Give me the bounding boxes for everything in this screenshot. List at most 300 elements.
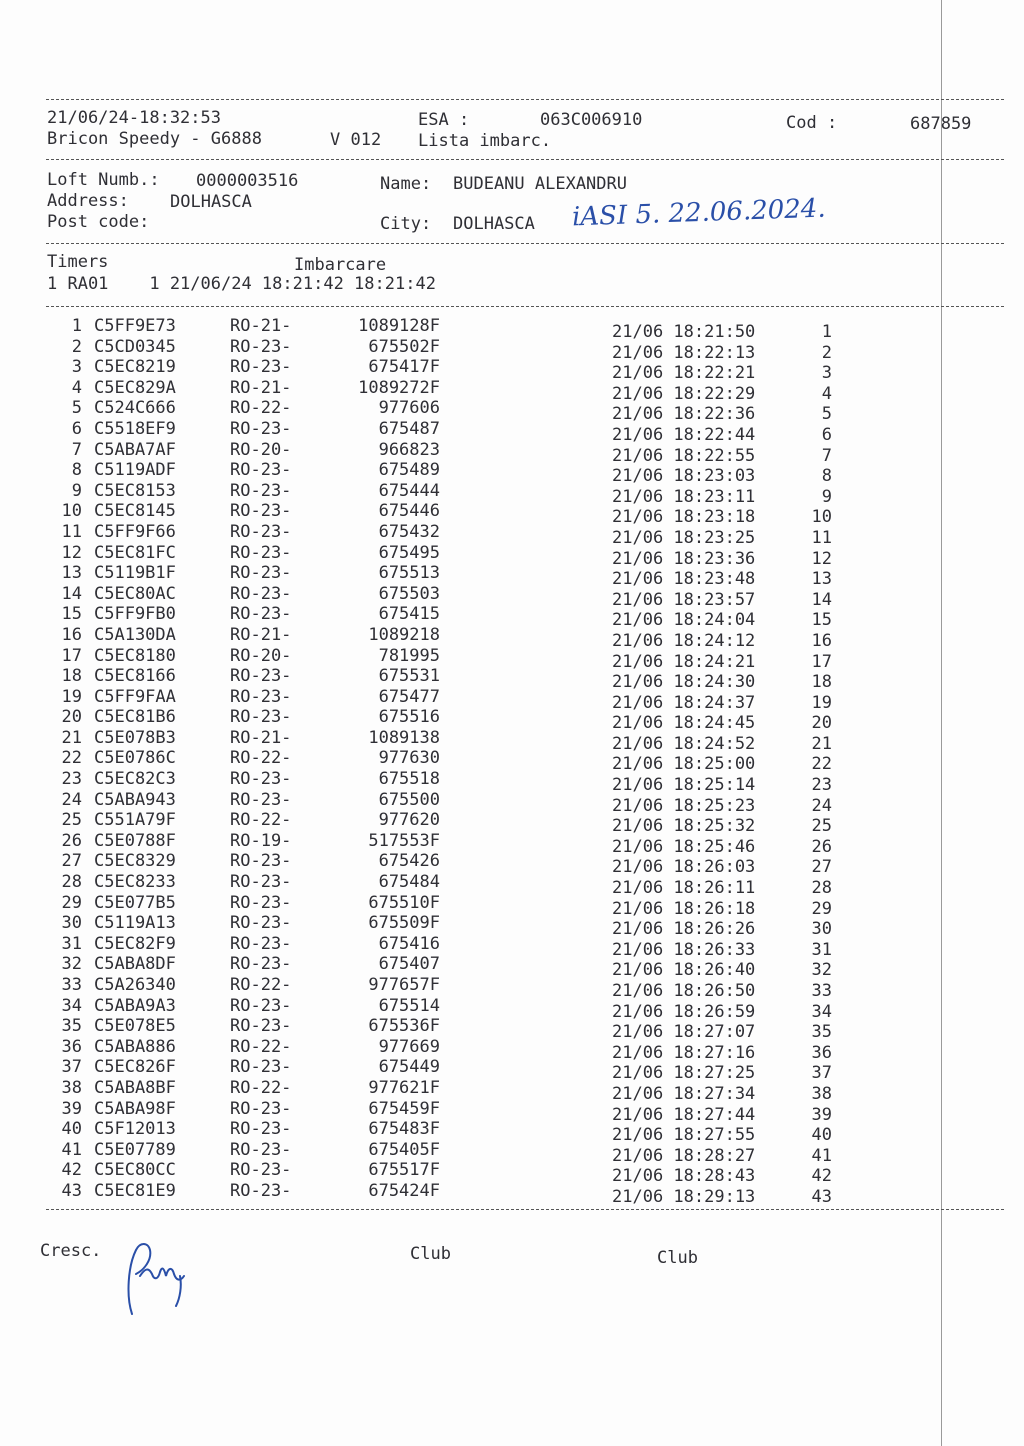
ring-prefix: RO-23- (230, 501, 292, 522)
row-index: 28 (61, 872, 82, 893)
table-row (60, 583, 840, 610)
club-label-2: Club (657, 1248, 698, 1268)
table-row (60, 521, 840, 548)
row-index: 22 (61, 748, 82, 769)
table-row (60, 1139, 840, 1166)
chip-id: C5ABA8DF (94, 954, 176, 975)
table-row (60, 1098, 840, 1125)
ring-prefix: RO-23- (230, 892, 292, 913)
arrival-time: 21/06 18:26:18 (612, 898, 756, 919)
position: 31 (811, 939, 832, 960)
table-row (60, 892, 840, 919)
row-index: 36 (61, 1036, 82, 1057)
position: 11 (811, 527, 832, 548)
ring-prefix: RO-22- (230, 398, 292, 419)
position: 13 (811, 569, 832, 590)
row-index: 29 (61, 892, 82, 913)
position: 38 (811, 1083, 832, 1104)
position: 23 (811, 775, 832, 796)
ring-number: 675518 (378, 769, 440, 790)
chip-id: C5EC82F9 (94, 933, 176, 954)
position: 21 (811, 733, 832, 754)
arrival-time: 21/06 18:26:33 (612, 939, 756, 960)
arrival-time: 21/06 18:25:32 (612, 816, 756, 837)
ring-prefix: RO-23- (230, 357, 292, 378)
ring-prefix: RO-23- (230, 913, 292, 934)
table-row (60, 418, 840, 445)
row-index: 23 (61, 769, 82, 790)
ring-number: 675531 (378, 666, 440, 687)
row-index: 9 (71, 480, 82, 501)
ring-number: 1089272F (358, 377, 440, 398)
arrival-time: 21/06 18:24:52 (612, 733, 756, 754)
ring-prefix: RO-23- (230, 707, 292, 728)
ring-number: 781995 (378, 645, 440, 666)
row-index: 11 (61, 521, 82, 542)
row-index: 7 (71, 439, 82, 460)
address-value: DOLHASCA (170, 192, 252, 212)
divider (46, 1209, 1004, 1210)
club-label-1: Club (410, 1244, 451, 1264)
chip-id: C524C666 (94, 398, 176, 419)
chip-id: C551A79F (94, 810, 176, 831)
chip-id: C5FF9FAA (94, 686, 176, 707)
table-row (60, 666, 840, 693)
chip-id: C5F12013 (94, 1119, 176, 1140)
ring-prefix: RO-23- (230, 872, 292, 893)
position: 24 (811, 795, 832, 816)
table-row (60, 357, 840, 384)
position: 36 (811, 1042, 832, 1063)
table-row (60, 913, 840, 940)
arrival-time: 21/06 18:25:00 (612, 754, 756, 775)
position: 10 (811, 507, 832, 528)
arrival-time: 21/06 18:22:21 (612, 363, 756, 384)
arrival-time: 21/06 18:26:26 (612, 919, 756, 940)
ring-prefix: RO-23- (230, 954, 292, 975)
chip-id: C5ABA886 (94, 1036, 176, 1057)
divider (46, 243, 1004, 244)
arrival-time: 21/06 18:25:23 (612, 795, 756, 816)
position: 35 (811, 1022, 832, 1043)
table-row (60, 501, 840, 528)
chip-id: C5EC8166 (94, 666, 176, 687)
row-index: 3 (71, 357, 82, 378)
arrival-time: 21/06 18:23:03 (612, 466, 756, 487)
arrival-time: 21/06 18:21:50 (612, 322, 756, 342)
chip-id: C5EC81E9 (94, 1180, 176, 1201)
ring-number: 675405F (368, 1139, 440, 1160)
row-index: 25 (61, 810, 82, 831)
ring-prefix: RO-23- (230, 789, 292, 810)
table-row (60, 1160, 840, 1187)
ring-number: 675432 (378, 521, 440, 542)
arrival-time: 21/06 18:27:25 (612, 1063, 756, 1084)
position: 26 (811, 836, 832, 857)
arrival-time: 21/06 18:26:59 (612, 1001, 756, 1022)
ring-prefix: RO-20- (230, 439, 292, 460)
ring-prefix: RO-23- (230, 460, 292, 481)
arrival-time: 21/06 18:27:44 (612, 1104, 756, 1125)
ring-prefix: RO-22- (230, 1077, 292, 1098)
table-row (60, 480, 840, 507)
table-row (60, 954, 840, 981)
table-row (60, 933, 840, 960)
ring-prefix: RO-23- (230, 1160, 292, 1181)
table-row (60, 872, 840, 899)
ring-number: 675449 (378, 1057, 440, 1078)
table-row (60, 1016, 840, 1043)
chip-id: C5119B1F (94, 563, 176, 584)
ring-number: 1089138 (368, 727, 440, 748)
table-row (60, 995, 840, 1022)
row-index: 2 (71, 336, 82, 357)
position: 39 (811, 1104, 832, 1125)
arrival-time: 21/06 18:22:55 (612, 445, 756, 466)
chip-id: C5CD0345 (94, 336, 176, 357)
table-row (60, 810, 840, 837)
ring-number: 977621F (368, 1077, 440, 1098)
row-index: 15 (61, 604, 82, 625)
ring-number: 675444 (378, 480, 440, 501)
arrival-time: 21/06 18:26:11 (612, 878, 756, 899)
row-index: 4 (71, 377, 82, 398)
divider (46, 159, 1004, 160)
arrival-time: 21/06 18:26:03 (612, 857, 756, 878)
ring-number: 675514 (378, 995, 440, 1016)
chip-id: C5FF9FB0 (94, 604, 176, 625)
table-row (60, 686, 840, 713)
row-index: 14 (61, 583, 82, 604)
arrival-time: 21/06 18:23:36 (612, 548, 756, 569)
ring-prefix: RO-23- (230, 521, 292, 542)
ring-number: 675509F (368, 913, 440, 934)
ring-number: 675426 (378, 851, 440, 872)
chip-id: C5E078E5 (94, 1016, 176, 1037)
row-index: 24 (61, 789, 82, 810)
version: V 012 (330, 130, 382, 150)
row-index: 6 (71, 418, 82, 439)
ring-number: 1089128F (358, 316, 440, 336)
ring-prefix: RO-22- (230, 975, 292, 995)
ring-number: 675415 (378, 604, 440, 625)
table-row (60, 1119, 840, 1146)
ring-number: 675503 (378, 583, 440, 604)
ring-prefix: RO-23- (230, 769, 292, 790)
loft-numb-label: Loft Numb.: (47, 170, 160, 190)
position: 28 (811, 878, 832, 899)
chip-id: C5E077B5 (94, 892, 176, 913)
table-row (60, 645, 840, 672)
timer-line: 1 RA01 1 21/06/24 18:21:42 18:21:42 (47, 274, 436, 294)
table-row (60, 439, 840, 466)
arrival-time: 21/06 18:26:40 (612, 960, 756, 981)
ring-number: 675459F (368, 1098, 440, 1119)
ring-number: 675489 (378, 460, 440, 481)
ring-prefix: RO-23- (230, 418, 292, 439)
row-index: 37 (61, 1057, 82, 1078)
position: 22 (811, 754, 832, 775)
position: 37 (811, 1063, 832, 1084)
ring-number: 1089218 (368, 624, 440, 645)
arrival-time: 21/06 18:22:44 (612, 424, 756, 445)
position: 2 (821, 342, 832, 363)
ring-prefix: RO-21- (230, 624, 292, 645)
row-index: 17 (61, 645, 82, 666)
ring-prefix: RO-23- (230, 583, 292, 604)
ring-number: 675483F (368, 1119, 440, 1140)
ring-number: 977620 (378, 810, 440, 831)
divider (46, 99, 1004, 100)
cod-label: Cod : (786, 113, 838, 133)
ring-prefix: RO-23- (230, 542, 292, 563)
ring-number: 977657F (368, 975, 440, 995)
arrival-time: 21/06 18:24:30 (612, 672, 756, 693)
table-row (60, 377, 840, 404)
chip-id: C5518EF9 (94, 418, 176, 439)
table-row (60, 707, 840, 734)
position: 40 (811, 1125, 832, 1146)
ring-prefix: RO-19- (230, 830, 292, 851)
ring-number: 675484 (378, 872, 440, 893)
chip-id: C5EC80CC (94, 1160, 176, 1181)
table-row (60, 1180, 840, 1207)
position: 16 (811, 630, 832, 651)
position: 6 (821, 424, 832, 445)
ring-number: 675416 (378, 933, 440, 954)
row-index: 35 (61, 1016, 82, 1037)
arrival-time: 21/06 18:22:29 (612, 383, 756, 404)
city-value: DOLHASCA (453, 214, 535, 234)
arrival-time: 21/06 18:25:46 (612, 836, 756, 857)
arrival-time: 21/06 18:23:11 (612, 486, 756, 507)
position: 8 (821, 466, 832, 487)
arrival-time: 21/06 18:24:45 (612, 713, 756, 734)
position: 19 (811, 692, 832, 713)
arrival-time: 21/06 18:27:55 (612, 1125, 756, 1146)
ring-prefix: RO-23- (230, 666, 292, 687)
chip-id: C5EC8180 (94, 645, 176, 666)
row-index: 8 (71, 460, 82, 481)
arrival-time: 21/06 18:23:48 (612, 569, 756, 590)
ring-number: 675513 (378, 563, 440, 584)
row-index: 26 (61, 830, 82, 851)
chip-id: C5119A13 (94, 913, 176, 934)
signature-icon (118, 1236, 196, 1318)
chip-id: C5EC8145 (94, 501, 176, 522)
arrival-time: 21/06 18:27:07 (612, 1022, 756, 1043)
ring-prefix: RO-23- (230, 1057, 292, 1078)
chip-id: C5EC8153 (94, 480, 176, 501)
header-datetime: 21/06/24-18:32:53 (47, 108, 221, 128)
arrival-time: 21/06 18:24:12 (612, 630, 756, 651)
chip-id: C5119ADF (94, 460, 176, 481)
ring-number: 977669 (378, 1036, 440, 1057)
position: 29 (811, 898, 832, 919)
ring-number: 517553F (368, 830, 440, 851)
esa-label: ESA : (418, 110, 470, 130)
ring-prefix: RO-23- (230, 1139, 292, 1160)
arrival-time: 21/06 18:23:57 (612, 589, 756, 610)
chip-id: C5FF9F66 (94, 521, 176, 542)
position: 32 (811, 960, 832, 981)
table-row (60, 1057, 840, 1084)
arrival-time: 21/06 18:22:36 (612, 404, 756, 425)
ring-prefix: RO-23- (230, 1016, 292, 1037)
chip-id: C5ABA9A3 (94, 995, 176, 1016)
chip-id: C5EC8233 (94, 872, 176, 893)
ring-number: 675417F (368, 357, 440, 378)
table-row (60, 851, 840, 878)
ring-prefix: RO-21- (230, 377, 292, 398)
ring-prefix: RO-23- (230, 995, 292, 1016)
ring-number: 675516 (378, 707, 440, 728)
arrival-time: 21/06 18:26:50 (612, 981, 756, 1001)
name-label: Name: (380, 174, 432, 194)
row-index: 13 (61, 563, 82, 584)
ring-number: 675517F (368, 1160, 440, 1181)
position: 20 (811, 713, 832, 734)
arrival-time: 21/06 18:22:13 (612, 342, 756, 363)
ring-number: 977606 (378, 398, 440, 419)
chip-id: C5FF9E73 (94, 316, 176, 336)
table-row (60, 727, 840, 754)
ring-number: 675536F (368, 1016, 440, 1037)
position: 33 (811, 981, 832, 1001)
cresc-label: Cresc. (40, 1241, 102, 1261)
chip-id: C5EC81B6 (94, 707, 176, 728)
ring-prefix: RO-22- (230, 1036, 292, 1057)
chip-id: C5ABA8BF (94, 1077, 176, 1098)
chip-id: C5E078B3 (94, 727, 176, 748)
ring-prefix: RO-21- (230, 727, 292, 748)
ring-number: 675487 (378, 418, 440, 439)
ring-prefix: RO-23- (230, 1119, 292, 1140)
arrival-time: 21/06 18:28:27 (612, 1145, 756, 1166)
ring-prefix: RO-23- (230, 604, 292, 625)
row-index: 41 (61, 1139, 82, 1160)
arrival-time: 21/06 18:24:37 (612, 692, 756, 713)
row-index: 19 (61, 686, 82, 707)
position: 41 (811, 1145, 832, 1166)
row-index: 16 (61, 624, 82, 645)
row-index: 40 (61, 1119, 82, 1140)
esa-value: 063C006910 (540, 110, 643, 130)
chip-id: C5EC8329 (94, 851, 176, 872)
post-code-label: Post code: (47, 212, 150, 232)
ring-number: 675500 (378, 789, 440, 810)
row-index: 32 (61, 954, 82, 975)
chip-id: C5EC8219 (94, 357, 176, 378)
arrival-time: 21/06 18:24:21 (612, 651, 756, 672)
ring-prefix: RO-23- (230, 686, 292, 707)
chip-id: C5EC826F (94, 1057, 176, 1078)
position: 42 (811, 1166, 832, 1187)
chip-id: C5EC81FC (94, 542, 176, 563)
ring-prefix: RO-23- (230, 563, 292, 584)
table-row (60, 830, 840, 857)
position: 27 (811, 857, 832, 878)
arrival-time: 21/06 18:29:13 (612, 1186, 756, 1207)
row-index: 5 (71, 398, 82, 419)
ring-prefix: RO-23- (230, 1098, 292, 1119)
row-index: 39 (61, 1098, 82, 1119)
chip-id: C5E0786C (94, 748, 176, 769)
table-row (60, 769, 840, 796)
chip-id: C5A130DA (94, 624, 176, 645)
cod-value: 687859 (910, 114, 972, 134)
divider (46, 306, 1004, 307)
row-index: 43 (61, 1180, 82, 1201)
loft-numb-value: 0000003516 (196, 171, 299, 191)
address-label: Address: (47, 191, 129, 211)
ring-prefix: RO-23- (230, 851, 292, 872)
table-row (60, 975, 840, 1001)
chip-id: C5EC80AC (94, 583, 176, 604)
chip-id: C5E0788F (94, 830, 176, 851)
ring-number: 966823 (378, 439, 440, 460)
city-label: City: (380, 214, 432, 234)
handwritten-place-date: iASI 5. 22.06.2024. (571, 193, 827, 233)
table-row (60, 336, 840, 363)
ring-number: 675495 (378, 542, 440, 563)
row-index: 42 (61, 1160, 82, 1181)
row-index: 33 (61, 975, 82, 995)
ring-prefix: RO-21- (230, 316, 292, 336)
row-index: 30 (61, 913, 82, 934)
ring-number: 977630 (378, 748, 440, 769)
chip-id: C5A26340 (94, 975, 176, 995)
chip-id: C5ABA7AF (94, 439, 176, 460)
list-name: Lista imbarc. (418, 131, 552, 151)
row-index: 18 (61, 666, 82, 687)
system-name: Bricon Speedy - G6888 (47, 129, 262, 149)
table-row (60, 398, 840, 425)
timers-label: Timers (47, 252, 109, 272)
arrival-time: 21/06 18:27:34 (612, 1083, 756, 1104)
row-index: 10 (61, 501, 82, 522)
position: 14 (811, 589, 832, 610)
ring-prefix: RO-23- (230, 480, 292, 501)
ring-prefix: RO-23- (230, 336, 292, 357)
chip-id: C5ABA943 (94, 789, 176, 810)
position: 15 (811, 610, 832, 631)
row-index: 1 (71, 316, 82, 336)
row-index: 12 (61, 542, 82, 563)
position: 12 (811, 548, 832, 569)
position: 7 (821, 445, 832, 466)
position: 4 (821, 383, 832, 404)
position: 3 (821, 363, 832, 384)
table-row (60, 604, 840, 631)
arrival-time: 21/06 18:28:43 (612, 1166, 756, 1187)
position: 30 (811, 919, 832, 940)
position: 43 (811, 1186, 832, 1207)
row-index: 34 (61, 995, 82, 1016)
table-row (60, 1036, 840, 1063)
ring-prefix: RO-22- (230, 810, 292, 831)
ring-prefix: RO-23- (230, 1180, 292, 1201)
ring-number: 675510F (368, 892, 440, 913)
table-row (60, 542, 840, 569)
row-index: 21 (61, 727, 82, 748)
ring-prefix: RO-20- (230, 645, 292, 666)
arrival-time: 21/06 18:23:18 (612, 507, 756, 528)
ring-number: 675407 (378, 954, 440, 975)
table-row (60, 1077, 840, 1104)
table-row (60, 624, 840, 651)
arrival-time: 21/06 18:24:04 (612, 610, 756, 631)
